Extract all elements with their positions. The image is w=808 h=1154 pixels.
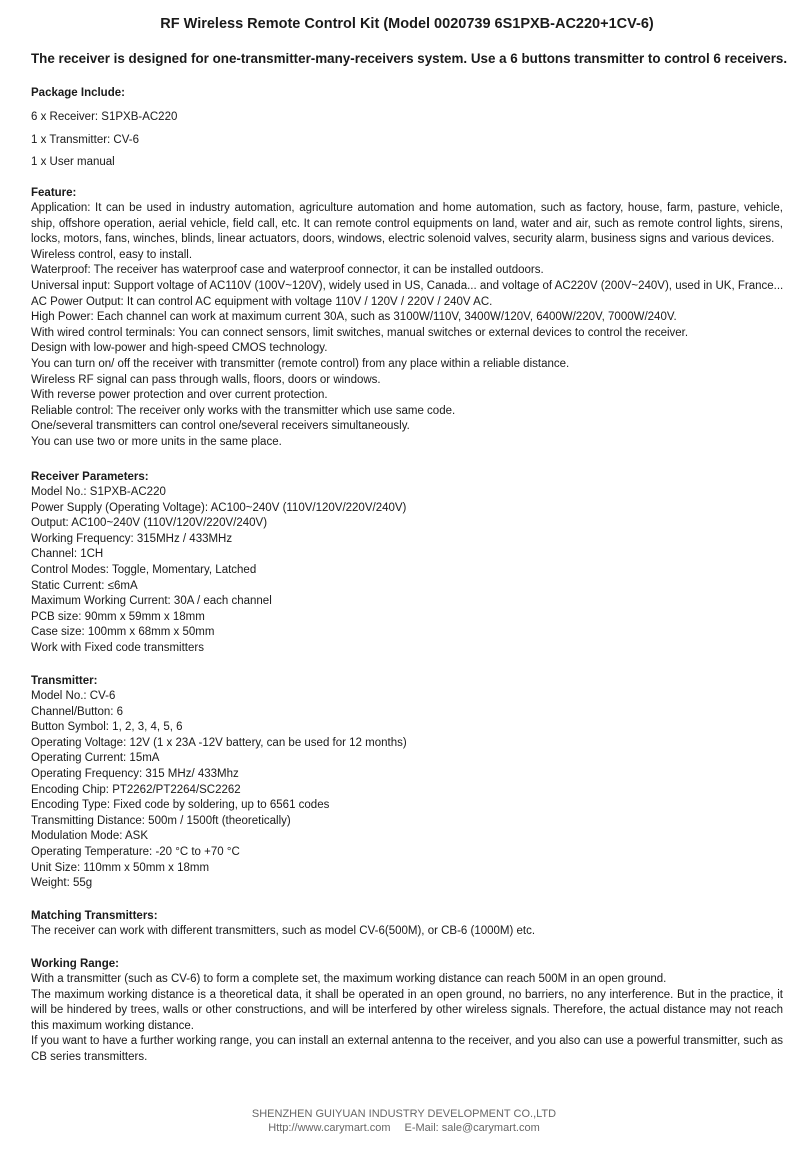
range-heading: Working Range: [31,958,119,970]
footer-contact [0,1121,808,1135]
page-footer [0,1107,808,1135]
transmitter-param: Channel/Button: 6 [31,705,124,718]
package-heading: Package Include: [31,87,125,99]
matching-section [31,908,783,940]
feature-item: Wireless control, easy to install. [31,248,193,261]
feature-item: You can turn on/ off the receiver with transmitter (remote control) from any place within a reliable distance. [31,357,570,370]
receiver-heading: Receiver Parameters: [31,471,149,483]
receiver-param: Working Frequency: 315MHz / 433MHz [31,532,233,545]
feature-item: Reliable control: The receiver only works with the transmitter which use same code. [31,404,456,417]
receiver-param: Control Modes: Toggle, Momentary, Latched [31,563,257,576]
document-title: RF Wireless Remote Control Kit (Model 0020739 6S1PXB-AC220+1CV-6) [160,16,654,32]
feature-item: One/several transmitters can control one/several receivers simultaneously. [31,420,410,433]
package-item: 6 x Receiver: S1PXB-AC220 [31,111,178,123]
package-item: 1 x User manual [31,156,115,168]
transmitter-param: Operating Voltage: 12V (1 x 23A -12V battery, can be used for 12 months) [31,736,407,749]
transmitter-param: Modulation Mode: ASK [31,830,148,843]
intro-text: The receiver is designed for one-transmitter-many-receivers system. Use a 6 buttons transmitter to control 6 receivers. [31,51,788,66]
transmitter-param: Encoding Type: Fixed code by soldering, up to 6561 codes [31,799,330,812]
receiver-param: Output: AC100~240V (110V/120V/220V/240V) [31,517,268,530]
transmitter-heading: Transmitter: [31,675,98,687]
receiver-param: PCB size: 90mm x 59mm x 18mm [31,610,205,623]
receiver-param: Work with Fixed code transmitters [31,641,204,654]
transmitter-param: Operating Temperature: -20 °C to +70 °C [31,845,240,858]
feature-application: Application: It can be used in industry automation, agriculture automation and home automation, such as factory, house, farm, pasture, vehicle, ship, offshore operation, aerial vehicle, field call, etc. It can remote control equipments on land, water and air, such as remote control lights, sirens, locks, motors, fans, winches, blinds, linear actuators, doors, windows, electric solenoid valves, security alarm, business signs and various devices. [31,202,783,246]
feature-item: High Power: Each channel can work at maximum current 30A, such as 3100W/110V, 3400W/120V, 6400W/220V, 7000W/240V. [31,311,677,324]
transmitter-param: Operating Frequency: 315 MHz/ 433Mhz [31,767,239,780]
feature-item: You can use two or more units in the same place. [31,435,282,448]
receiver-param: Power Supply (Operating Voltage): AC100~240V (110V/120V/220V/240V) [31,501,407,514]
transmitter-param: Transmitting Distance: 500m / 1500ft (theoretically) [31,814,291,827]
feature-heading: Feature: [31,187,77,199]
feature-item: Wireless RF signal can pass through walls, floors, doors or windows. [31,373,381,386]
feature-section [31,185,783,451]
transmitter-param: Model No.: CV-6 [31,690,116,702]
feature-item: Universal input: Support voltage of AC110V (100V~120V), widely used in US, Canada... and voltage of AC220V (200V~240V), used in UK, France... [31,279,784,292]
transmitter-param: Unit Size: 110mm x 50mm x 18mm [31,861,210,874]
feature-item: With wired control terminals: You can connect sensors, limit switches, manual switches or external devices to control the receiver. [31,326,689,339]
transmitter-param: Encoding Chip: PT2262/PT2264/SC2262 [31,783,241,796]
package-item: 1 x Transmitter: CV-6 [31,133,140,146]
matching-heading: Matching Transmitters: [31,910,158,922]
range-paragraph: The maximum working distance is a theoretical data, it shall be operated in an open ground, no barriers, no any interference. But in the practice, it will be hindered by trees, walls or other constructions, and will be interfered by other wireless signals. Therefore, the actual distance may not reach this maximum working distance. [31,988,783,1032]
transmitter-param: Operating Current: 15mA [31,752,160,765]
feature-item: AC Power Output: It can control AC equipment with voltage 110V / 120V / 220V / 240V AC. [31,295,493,308]
transmitter-section [31,673,783,892]
matching-text: The receiver can work with different transmitters, such as model CV-6(500M), or CB-6 (1000M) etc. [31,925,536,937]
feature-item: Design with low-power and high-speed CMOS technology. [31,342,328,355]
package-section [31,84,783,174]
footer-email[interactable]: E-Mail: sale@carymart.com [404,1122,540,1134]
receiver-param: Case size: 100mm x 68mm x 50mm [31,626,215,639]
transmitter-param: Weight: 55g [31,877,93,890]
receiver-param: Static Current: ≤6mA [31,579,138,592]
range-section [31,956,783,1066]
receiver-section [31,469,783,657]
receiver-param: Maximum Working Current: 30A / each channel [31,595,272,608]
range-paragraph: With a transmitter (such as CV-6) to form a complete set, the maximum working distance can reach 500M in an open ground. [31,973,667,985]
feature-item: With reverse power protection and over current protection. [31,389,328,402]
receiver-param: Channel: 1CH [31,548,104,561]
footer-website[interactable]: Http://www.carymart.com [268,1122,391,1134]
transmitter-param: Button Symbol: 1, 2, 3, 4, 5, 6 [31,721,183,734]
feature-item: Waterproof: The receiver has waterproof case and waterproof connector, it can be installed outdoors. [31,264,544,277]
range-paragraph: If you want to have a further working range, you can install an external antenna to the receiver, and you also can use a powerful transmitter, such as CB series transmitters. [31,1035,783,1063]
footer-company: SHENZHEN GUIYUAN INDUSTRY DEVELOPMENT CO.,LTD [251,1108,557,1120]
receiver-param: Model No.: S1PXB-AC220 [31,486,166,498]
